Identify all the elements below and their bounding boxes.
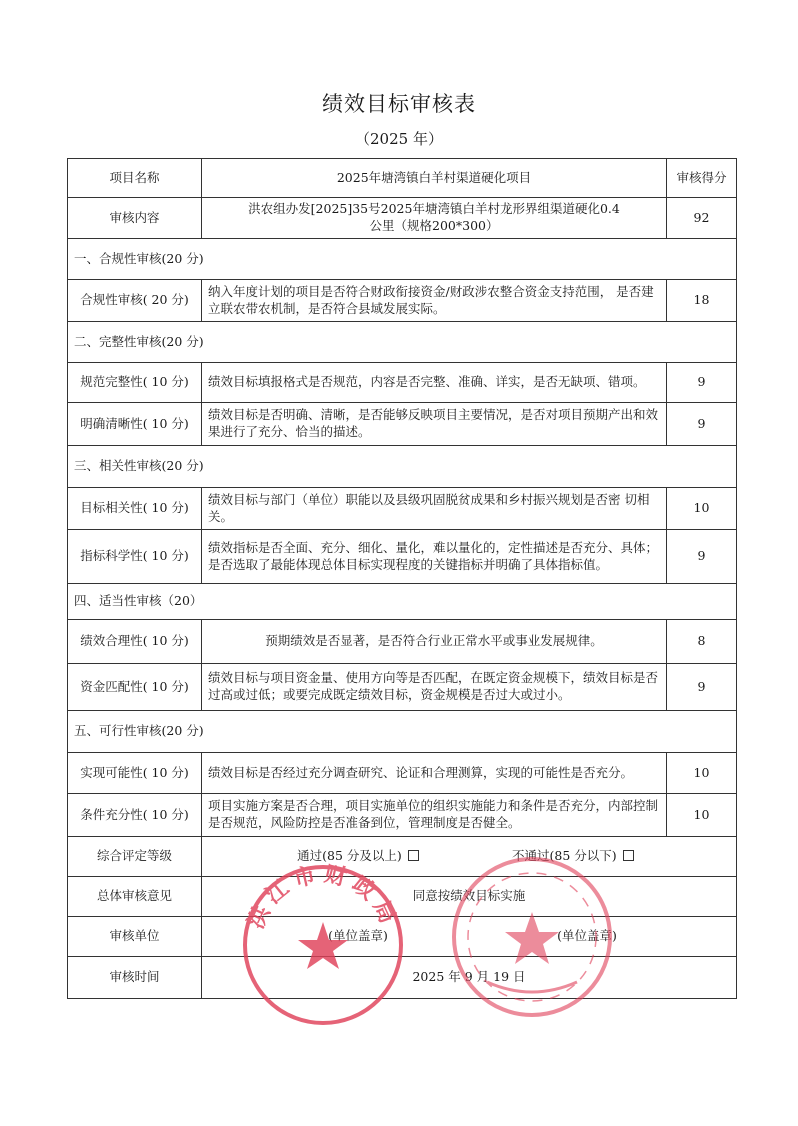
criterion-label: 资金匹配性( 10 分) (68, 664, 202, 711)
table-row (68, 620, 737, 664)
table-row (68, 198, 737, 239)
criterion-label: 指标科学性( 10 分) (68, 530, 202, 584)
table-row (68, 530, 737, 584)
criterion-label: 明确清晰性( 10 分) (68, 403, 202, 446)
criterion-label: 规范完整性( 10 分) (68, 363, 202, 403)
table-row (68, 488, 737, 530)
criterion-label: 合规性审核( 20 分) (68, 280, 202, 322)
criterion-score: 8 (667, 620, 737, 664)
village-committee-seal (447, 852, 617, 1022)
criterion-desc: 绩效目标填报格式是否规范，内容是否完整、准确、详实，是否无缺项、错项。 (202, 363, 667, 403)
criterion-score: 9 (667, 363, 737, 403)
criterion-label: 目标相关性( 10 分) (68, 488, 202, 530)
section-header: 三、相关性审核(20 分) (68, 446, 737, 488)
seal-star-icon (298, 922, 348, 969)
project-name-label: 项目名称 (68, 159, 202, 198)
table-row (68, 794, 737, 837)
svg-text:洪江市财政局: 洪江市财政局 (243, 861, 403, 933)
criterion-score: 10 (667, 753, 737, 794)
table-row (68, 280, 737, 322)
section-header: 五、可行性审核(20 分) (68, 711, 737, 753)
criterion-desc: 绩效目标是否明确、清晰，是否能够反映项目主要情况，是否对项目预期产出和效果进行了充分、恰当的描述。 (202, 403, 667, 446)
criterion-desc: 项目实施方案是否合理，项目实施单位的组织实施能力和条件是否充分，内部控制是否规范，风险防控是否准备到位，管理制度是否健全。 (202, 794, 667, 837)
total-score: 92 (667, 198, 737, 239)
document-year: （2025 年） (355, 130, 443, 148)
criterion-score: 9 (667, 403, 737, 446)
finance-bureau-seal (238, 860, 408, 1030)
criterion-label: 实现可能性( 10 分) (68, 753, 202, 794)
document-title: 绩效目标审核表 (322, 92, 476, 116)
opinion-label: 总体审核意见 (68, 877, 202, 917)
criterion-score: 10 (667, 794, 737, 837)
unit-seal-left: (单位盖章) (328, 928, 388, 944)
criterion-score: 9 (667, 664, 737, 711)
criterion-desc: 绩效指标是否全面、充分、细化、量化，难以量化的，定性描述是否充分、具体；是否选取了最能体现总体目标实现程度的关键指标并明确了具体指标值。 (202, 530, 667, 584)
criterion-score: 10 (667, 488, 737, 530)
fail-checkbox[interactable] (623, 850, 634, 861)
criterion-desc: 绩效目标是否经过充分调查研究、论证和合理测算，实现的可能性是否充分。 (202, 753, 667, 794)
section-header: 四、适当性审核（20） (68, 584, 737, 620)
opinion-text: 同意按绩效目标实施 (202, 877, 737, 917)
criterion-desc: 绩效目标与项目资金量、使用方向等是否匹配，在既定资金规模下，绩效目标是否过高或过低；或要完成既定绩效目标，资金规模是否过大或过小。 (202, 664, 667, 711)
content-label: 审核内容 (68, 198, 202, 239)
unit-seal-right: (单位盖章) (557, 928, 617, 944)
criterion-label: 条件充分性( 10 分) (68, 794, 202, 837)
criterion-score: 18 (667, 280, 737, 322)
table-row (68, 664, 737, 711)
table-row (68, 403, 737, 446)
criterion-score: 9 (667, 530, 737, 584)
table-row (68, 363, 737, 403)
project-name: 2025年塘湾镇白羊村渠道硬化项目 (202, 159, 667, 198)
grade-label: 综合评定等级 (68, 837, 202, 877)
section-header: 二、完整性审核(20 分) (68, 322, 737, 363)
criterion-desc: 纳入年度计划的项目是否符合财政衔接资金/财政涉农整合资金支持范围， 是否建立联农带农机制，是否符合县域发展实际。 (202, 280, 667, 322)
time-value: 2025 年 9 月 19 日 (202, 957, 737, 999)
criterion-desc: 预期绩效是否显著，是否符合行业正常水平或事业发展规律。 (202, 620, 667, 664)
unit-label: 审核单位 (68, 917, 202, 957)
criterion-desc: 绩效目标与部门（单位）职能以及县级巩固脱贫成果和乡村振兴规划是否密 切相关。 (202, 488, 667, 530)
time-label: 审核时间 (68, 957, 202, 999)
pass-checkbox[interactable] (408, 850, 419, 861)
criterion-label: 绩效合理性( 10 分) (68, 620, 202, 664)
table-row (68, 159, 737, 198)
table-row (68, 753, 737, 794)
score-header: 审核得分 (667, 159, 737, 198)
fail-option-label: 不通过(85 分以下) (511, 848, 617, 864)
section-header: 一、合规性审核(20 分) (68, 239, 737, 280)
seal-star-icon (505, 912, 559, 964)
pass-option-label: 通过(85 分及以上) (297, 848, 402, 864)
content-text: 洪农组办发[2025]35号2025年塘湾镇白羊村龙形界组渠道硬化0.4公里（规格200*300） (202, 198, 667, 239)
